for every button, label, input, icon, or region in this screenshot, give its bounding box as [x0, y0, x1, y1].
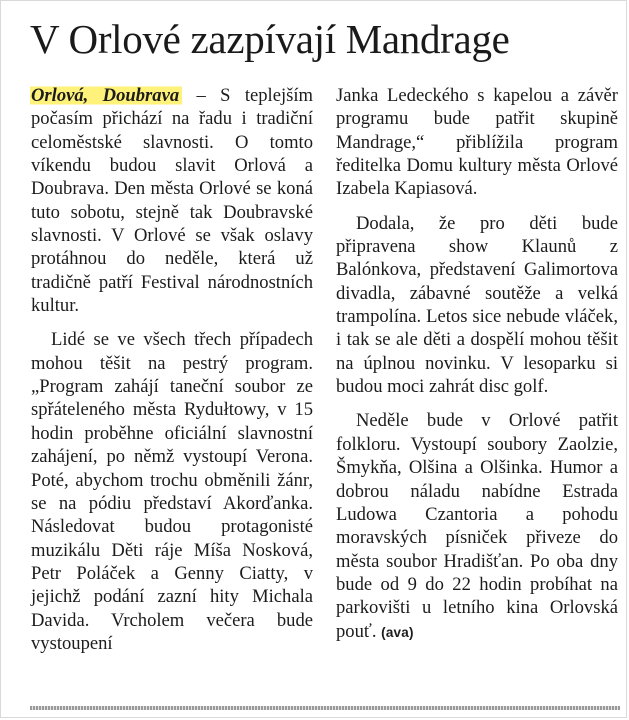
article-paragraph-2: Lidé se ve všech třech případech mohou těšit na pestrý program. „Program zahájí taneční soubor ze spřáteleného města Rydułtowy, v 15 hodin proběhne oficiální slavnostní zahájení, po němž vystoupí Verona. Poté, abychom trochu obměnili žánr, se na pódiu představí Akorďanka. Následovat budou protagonisté muzikálu Děti ráje Míša Nosková, Petr Poláček a Genny Ciatty, v jejichž podání zazní hity Michala Davida. Vrcholem večera bude vystoupení	[31, 329, 313, 654]
paragraph-text: Neděle bude v Orlové patřit folkloru. Vystoupí soubory Zaolzie, Šmykňa, Olšina a Olšinka. Humor a dobrou náladu nabídne Estrada Ludowa Czantoria a pohodu moravských písniček přiveze do města soubor Hradišťan. Po oba dny bude od 9 do 22 hodin probíhat na parkovišti u letního kina Orlovská pouť.	[336, 410, 618, 642]
dateline-highlighted: Orlová, Doubrava	[30, 85, 182, 106]
paragraph-text: – S teplejším počasím přichází na řadu i tradiční celoměstské slavnosti. O tomto víkendu budou slavit Orlová a Doubrava. Den města Orlové se koná tuto sobotu, stejně tak Doubravské slavnosti. V Orlové se však oslavy protáhnou do neděle, která už tradičně patří Festival národnostních kultur.	[31, 85, 314, 317]
article-paragraph-3: Janka Ledeckého s kapelou a závěr programu bude patřit skupině Mandrage,“ přiblížila program ředitelka Domu kultury města Orlové Izabela Kapiasová.	[336, 85, 618, 200]
article-column-right	[336, 84, 618, 644]
author-byline: (ava)	[381, 624, 414, 640]
article-column-left	[31, 84, 313, 655]
article-paragraph-4: Dodala, že pro děti bude připravena show Klaunů z Balónkova, představení Galimortova divadla, zábavné soutěže a velká trampolína. Letos sice nebude vláček, i tak se ale děti a dospělí mohou těšit na úplnou novinku. V lesoparku si budou moci zahrát disc golf.	[336, 212, 618, 398]
article-headline: V Orlové zazpívají Mandrage	[30, 16, 510, 62]
article-paragraph-1	[31, 84, 313, 317]
bottom-border-rule	[30, 706, 620, 710]
article-paragraph-5	[336, 409, 618, 643]
